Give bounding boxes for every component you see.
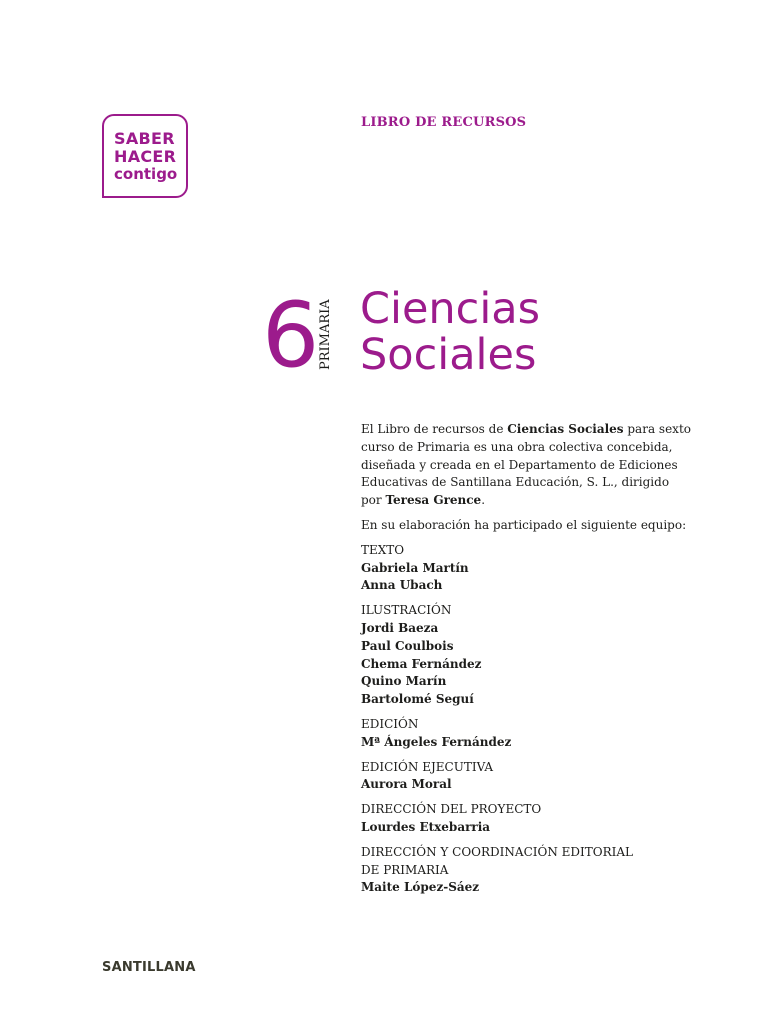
credit-name: Maite López-Sáez <box>361 880 480 895</box>
credit-section-direccion-proyecto <box>361 801 691 837</box>
credits-content <box>361 421 691 904</box>
grade-level: PRIMARIA <box>318 299 333 370</box>
credit-name: Anna Ubach <box>361 578 443 593</box>
section-heading: EDICIÓN EJECUTIVA <box>361 759 494 774</box>
book-type-label: LIBRO DE RECURSOS <box>361 115 527 130</box>
credit-name: Bartolomé Seguí <box>361 692 474 707</box>
publisher-logo: SANTILLANA <box>102 960 196 975</box>
grade-number: 6 <box>262 283 320 388</box>
section-heading: TEXTO <box>361 542 405 557</box>
credit-section-direccion-editorial <box>361 844 691 897</box>
credit-name: Quino Marín <box>361 674 447 689</box>
intro-paragraph <box>361 421 691 510</box>
intro-director: Teresa Grence <box>385 493 482 508</box>
section-heading: ILUSTRACIÓN <box>361 603 452 618</box>
credit-section-ilustracion <box>361 602 691 709</box>
credit-section-texto <box>361 542 691 595</box>
section-heading: DIRECCIÓN Y COORDINACIÓN EDITORIAL <box>361 844 634 859</box>
credit-name: Chema Fernández <box>361 656 482 671</box>
credit-section-edicion-ejecutiva <box>361 759 691 795</box>
credit-name: Lourdes Etxebarria <box>361 819 491 834</box>
section-heading-continued: DE PRIMARIA <box>361 862 449 877</box>
credit-name: Aurora Moral <box>361 777 452 792</box>
credit-section-edicion <box>361 716 691 752</box>
logo-line-3: contigo <box>114 165 178 183</box>
saber-hacer-logo <box>102 114 188 198</box>
credit-name: Gabriela Martín <box>361 560 469 575</box>
intro-text-2: para sexto curso de Primaria es una obra colectiva concebida, diseñada y creada en el Departamento de Ediciones Educativas de Santillana Educación, S. L., dirigido por <box>361 422 691 508</box>
intro-text-3: . <box>481 493 486 508</box>
credit-name: Mª Ángeles Fernández <box>361 734 512 749</box>
title-line-2: Sociales <box>360 330 537 380</box>
credit-name: Paul Coulbois <box>361 638 454 653</box>
intro-text-1: El Libro de recursos de <box>361 422 508 436</box>
credit-name: Jordi Baeza <box>361 620 439 635</box>
title-line-1: Ciencias <box>360 284 541 334</box>
intro-subject: Ciencias Sociales <box>507 422 624 436</box>
team-intro: En su elaboración ha participado el siguiente equipo: <box>361 517 687 532</box>
book-title <box>360 286 540 378</box>
section-heading: EDICIÓN <box>361 716 419 731</box>
logo-line-1: SABER <box>114 129 175 148</box>
logo-line-2: HACER <box>114 147 177 166</box>
section-heading: DIRECCIÓN DEL PROYECTO <box>361 802 542 817</box>
